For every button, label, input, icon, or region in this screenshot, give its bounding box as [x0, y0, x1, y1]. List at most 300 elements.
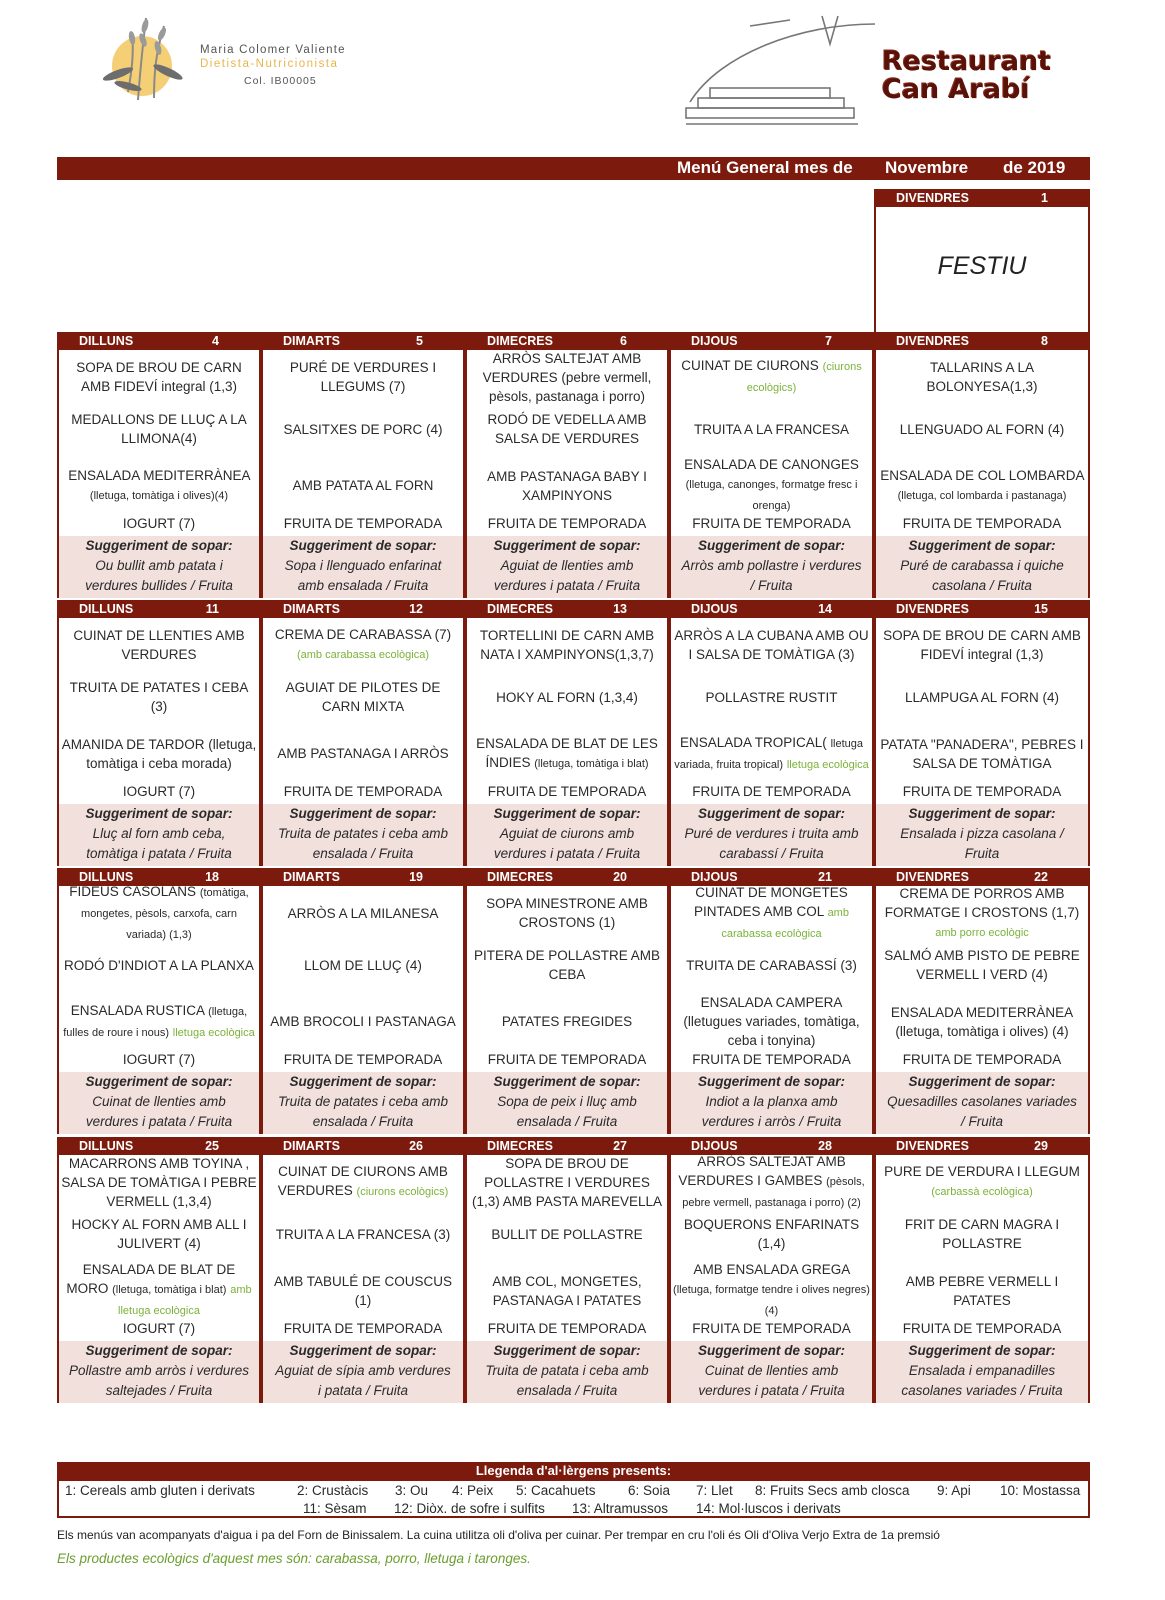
- dish-text: CREMA DE PORROS AMB FORMATGE I CROSTONS (1,7): [884, 885, 1080, 920]
- day-menu-cell: [874, 1155, 1090, 1403]
- dessert: FRUITA DE TEMPORADA: [692, 784, 851, 799]
- allergen-item: 3: Ou: [395, 1483, 429, 1498]
- allergen-item: 1: Cereals amb gluten i derivats: [65, 1483, 255, 1498]
- day-number: 1: [1041, 191, 1048, 205]
- suggestion-line: Ensalada i pizza casolana /: [900, 826, 1064, 841]
- day-number: 15: [1034, 602, 1048, 616]
- dish-text: ARRÒS SALTEJAT AMB VERDURES (pebre vermell, pèsols, pastanaga i porro): [482, 350, 652, 404]
- suggestion-line: Ensalada i empanadilles: [908, 1363, 1056, 1378]
- dish-text: AMB PASTANAGA I ARRÒS: [277, 746, 449, 761]
- side-course: [263, 1261, 463, 1320]
- eco-note: amb porro ecològic: [935, 926, 1029, 939]
- suggestion-label: Suggeriment de sopar:: [85, 1343, 233, 1358]
- day-header: [261, 1137, 465, 1155]
- first-course: [59, 1157, 259, 1207]
- dinner-suggestion: [876, 536, 1088, 598]
- first-course: [876, 620, 1088, 670]
- festiu-cell: [874, 207, 1090, 332]
- second-course: [467, 940, 667, 990]
- suggestion-line: verdures bullides / Fruita: [85, 578, 233, 593]
- first-course: [263, 1157, 463, 1207]
- day-name: DIMARTS: [283, 602, 340, 616]
- allergen-item: 9: Api: [937, 1483, 971, 1498]
- side-course: [59, 1261, 259, 1320]
- eco-note: (amb carabassa ecològica): [296, 649, 430, 661]
- suggestion-line: Puré de carabassa i quiche: [900, 558, 1064, 573]
- dish-text: BULLIT DE POLLASTRE: [491, 1226, 643, 1242]
- dessert: FRUITA DE TEMPORADA: [902, 1052, 1062, 1067]
- dish-text: SOPA MINESTRONE AMB CROSTONS (1): [486, 896, 648, 930]
- suggestion-line: verdures i patata / Fruita: [493, 846, 641, 861]
- dinner-suggestion: [263, 536, 463, 598]
- second-course: [263, 404, 463, 454]
- suggestion-label: Suggeriment de sopar:: [697, 1074, 846, 1089]
- eco-note: (carbassà ecològica): [931, 1186, 1033, 1198]
- dish-detail: (lletuga, tomàtiga i blat): [534, 757, 649, 770]
- dish-text: TALLARINS A LA BOLONYESA(1,3): [926, 360, 1038, 394]
- dish-text: TRUITA DE PATATES I CEBA (3): [69, 680, 249, 714]
- day-header: [874, 332, 1090, 350]
- dish-text: MEDALLONS DE LLUÇ A LA LLIMONA(4): [71, 412, 247, 446]
- day-name: DIVENDRES: [896, 191, 969, 205]
- second-course: [671, 404, 872, 454]
- second-course: [263, 940, 463, 990]
- dish-text: AMB BROCOLI I PASTANAGA: [270, 1014, 456, 1029]
- day-name: DIMECRES: [487, 870, 553, 884]
- day-number: 7: [825, 334, 832, 348]
- suggestion-line: verdures i patata / Fruita: [698, 1383, 845, 1398]
- day-name: DIMECRES: [487, 602, 553, 616]
- suggestion-line: / Fruita: [750, 578, 793, 593]
- dish-text: AMB PASTANAGA BABY I XAMPINYONS: [487, 468, 647, 503]
- dish-text: TRUITA A LA FRANCESA: [693, 421, 850, 437]
- suggestion-line: ensalada / Fruita: [516, 1383, 618, 1398]
- suggestion-line: Sopa de peix i lluç amb: [497, 1094, 637, 1109]
- first-course: [467, 620, 667, 670]
- first-course: [876, 352, 1088, 402]
- side-course: [671, 724, 872, 783]
- dish-text: ARRÒS A LA CUBANA AMB OU I SALSA DE TOMÀTIGA (3): [674, 628, 869, 662]
- dish-text: AMB ENSALADA GREGA: [693, 1262, 850, 1277]
- side-course: [59, 456, 259, 515]
- day-name: DIVENDRES: [896, 870, 969, 884]
- dessert: IOGURT (7): [122, 1052, 196, 1067]
- suggestion-line: amb ensalada / Fruita: [297, 578, 429, 593]
- day-header: [261, 332, 465, 350]
- day-name: DIJOUS: [691, 1139, 738, 1153]
- day-header: [465, 868, 669, 886]
- dish-text: AMB TABULÉ DE COUSCUS (1): [273, 1273, 453, 1308]
- side-course: [876, 992, 1088, 1051]
- day-name: DIVENDRES: [896, 602, 969, 616]
- dish-text: CUINAT DE CIURONS AMB VERDURES: [277, 1164, 448, 1198]
- allergen-item: 14: Mol·luscos i derivats: [696, 1501, 841, 1516]
- side-course: [263, 456, 463, 515]
- day-name: DIJOUS: [691, 334, 738, 348]
- day-number: 26: [409, 1139, 423, 1153]
- day-menu-cell: [669, 886, 874, 1134]
- day-menu-cell: [261, 350, 465, 598]
- suggestion-line: Aguiat de llenties amb: [500, 558, 634, 573]
- side-course: [876, 1261, 1088, 1320]
- dish-text: ENSALADA DE COL LOMBARDA: [880, 467, 1084, 483]
- dish-text: ARRÒS A LA MILANESA: [287, 905, 439, 921]
- dinner-suggestion: [59, 536, 259, 598]
- second-course: [876, 1209, 1088, 1259]
- second-course: [59, 940, 259, 990]
- suggestion-line: ensalada / Fruita: [312, 846, 414, 861]
- suggestion-label: Suggeriment de sopar:: [289, 538, 437, 553]
- allergen-item: 5: Cacahuets: [516, 1483, 596, 1498]
- day-name: DIMECRES: [487, 334, 553, 348]
- first-course: [467, 352, 667, 402]
- day-name: DIMECRES: [487, 1139, 553, 1153]
- suggestion-line: casolana / Fruita: [932, 578, 1032, 593]
- first-course: [671, 620, 872, 670]
- dessert: FRUITA DE TEMPORADA: [487, 784, 647, 799]
- day-menu-cell: [669, 350, 874, 598]
- day-menu-cell: [57, 883, 261, 1134]
- suggestion-label: Suggeriment de sopar:: [697, 538, 846, 553]
- day-name: DILLUNS: [79, 334, 134, 348]
- suggestion-line: Pollastre amb arròs i verdures: [68, 1363, 250, 1378]
- eco-note: lletuga ecològica: [786, 758, 869, 771]
- dish-text: PATATES FREGIDES: [501, 1014, 633, 1029]
- suggestion-line: Puré de verdures i truita amb: [684, 826, 859, 841]
- dish-detail: lletuga variada, fruita tropical): [674, 737, 863, 771]
- menu-month: Novembre: [885, 158, 969, 177]
- day-menu-cell: [874, 350, 1090, 598]
- day-name: DIMARTS: [283, 1139, 340, 1153]
- allergen-item: 10: Mostassa: [1000, 1483, 1081, 1498]
- dinner-suggestion: [263, 1341, 463, 1403]
- dish-text: ENSALADA DE BLAT DE MORO: [66, 1262, 236, 1296]
- dish-text: SALSITXES DE PORC (4): [283, 421, 443, 437]
- day-menu-cell: [261, 886, 465, 1134]
- dish-text: PITERA DE POLLASTRE AMB CEBA: [473, 948, 661, 982]
- second-course: [263, 672, 463, 722]
- dessert: FRUITA DE TEMPORADA: [692, 1052, 851, 1067]
- dish-text: CUINAT DE LLENTIES AMB VERDURES: [73, 628, 245, 662]
- dessert: IOGURT (7): [122, 516, 196, 531]
- dish-text: PATATA "PANADERA", PEBRES I SALSA DE TOMÀTIGA: [880, 736, 1084, 771]
- first-course: [671, 884, 872, 940]
- day-header: [874, 189, 1090, 207]
- dish-text: ENSALADA DE BLAT DE LES ÍNDIES: [476, 735, 658, 770]
- suggestion-line: Truita de patates i ceba amb: [277, 826, 449, 841]
- suggestion-label: Suggeriment de sopar:: [85, 1074, 233, 1089]
- dinner-suggestion: [876, 1341, 1088, 1403]
- dish-text: AMB COL, MONGETES, PASTANAGA I PATATES: [492, 1273, 642, 1308]
- side-course: [467, 456, 667, 515]
- dish-text: RODÓ D'INDIOT A LA PLANXA: [64, 957, 254, 973]
- suggestion-line: Sopa i llenguado enfarinat: [284, 558, 442, 573]
- dessert: FRUITA DE TEMPORADA: [692, 516, 851, 531]
- day-menu-cell: [465, 886, 669, 1134]
- dish-text: AMB PEBRE VERMELL I PATATES: [905, 1273, 1059, 1308]
- first-course: [263, 620, 463, 670]
- dish-text: AMANIDA DE TARDOR (lletuga, tomàtiga i ceba morada): [61, 736, 257, 771]
- dessert: FRUITA DE TEMPORADA: [487, 516, 647, 531]
- first-course: [671, 352, 872, 402]
- day-number: 6: [620, 334, 627, 348]
- footer-note: Els menús van acompanyats d'aigua i pa del Forn de Binissalem. La cuina utilitza oli d'oliva per cuinar. Per trempar en cru l'oli és Oli d'Oliva Verjo Extra de 1a premsió: [57, 1528, 940, 1542]
- dish-text: MACARRONS AMB TOYINA , SALSA DE TOMÀTIGA I PEBRE VERMELL (1,3,4): [61, 1155, 257, 1209]
- dinner-suggestion: [671, 1072, 872, 1134]
- dinner-suggestion: [671, 804, 872, 866]
- second-course: [671, 940, 872, 990]
- allergen-item: 7: Llet: [696, 1483, 733, 1498]
- second-course: [59, 1209, 259, 1259]
- suggestion-label: Suggeriment de sopar:: [493, 806, 641, 821]
- dessert: FRUITA DE TEMPORADA: [902, 784, 1062, 799]
- suggestion-line: ensalada / Fruita: [312, 1114, 414, 1129]
- suggestion-label: Suggeriment de sopar:: [85, 806, 233, 821]
- first-course: [876, 1157, 1088, 1207]
- side-course: [467, 1261, 667, 1320]
- suggestion-label: Suggeriment de sopar:: [289, 1343, 437, 1358]
- suggestion-line: verdures i patata / Fruita: [493, 578, 641, 593]
- allergen-legend-title: Llegenda d'al·lèrgens presents:: [57, 1462, 1090, 1479]
- dish-text: LLAMPUGA AL FORN (4): [904, 689, 1060, 705]
- dietitian-name: Maria Colomer Valiente: [200, 44, 346, 56]
- day-header: [669, 332, 874, 350]
- dinner-suggestion: [671, 536, 872, 598]
- day-number: 14: [818, 602, 832, 616]
- side-course: [467, 724, 667, 783]
- side-course: [671, 992, 872, 1051]
- suggestion-label: Suggeriment de sopar:: [697, 1343, 846, 1358]
- suggestion-line: ensalada / Fruita: [516, 1114, 618, 1129]
- dish-text: RODÓ DE VEDELLA AMB SALSA DE VERDURES: [487, 412, 647, 446]
- day-number: 21: [818, 870, 832, 884]
- day-header: [261, 868, 465, 886]
- dish-text: ENSALADA DE CANONGES: [684, 457, 859, 472]
- allergen-item: 13: Altramussos: [572, 1501, 669, 1516]
- suggestion-line: verdures i patata / Fruita: [85, 1114, 233, 1129]
- dish-text: PURE DE VERDURA I LLEGUM: [884, 1164, 1080, 1179]
- eco-note: lletuga ecològica: [172, 1026, 255, 1039]
- dish-text: CUINAT DE CIURONS: [681, 358, 819, 373]
- day-header: [465, 332, 669, 350]
- second-course: [467, 672, 667, 722]
- allergen-item: 6: Soia: [628, 1483, 671, 1498]
- day-number: 13: [613, 602, 627, 616]
- suggestion-line: Aguiat de ciurons amb: [499, 826, 635, 841]
- suggestion-line: casolanes variades / Fruita: [901, 1383, 1063, 1398]
- side-course: [671, 456, 872, 515]
- dinner-suggestion: [263, 804, 463, 866]
- dish-detail: (tomàtiga, mongetes, pèsols, carxofa, carn variada) (1,3): [81, 886, 249, 941]
- restaurant-logo-drawing: [680, 14, 880, 132]
- footer-eco-note: Els productes ecològics d'aquest mes són: carabassa, porro, lletuga i taronges.: [57, 1551, 531, 1566]
- side-course: [671, 1261, 872, 1320]
- suggestion-line: tomàtiga i patata / Fruita: [86, 846, 232, 861]
- day-number: 8: [1041, 334, 1048, 348]
- first-course: [467, 888, 667, 938]
- suggestion-label: Suggeriment de sopar:: [908, 1343, 1056, 1358]
- dessert: FRUITA DE TEMPORADA: [283, 784, 443, 799]
- suggestion-label: Suggeriment de sopar:: [493, 1074, 641, 1089]
- first-course: [467, 1157, 667, 1207]
- second-course: [467, 404, 667, 454]
- dish-text: CREMA DE CARABASSA (7): [274, 627, 452, 642]
- dessert: IOGURT (7): [122, 1321, 196, 1336]
- suggestion-label: Suggeriment de sopar:: [85, 538, 233, 553]
- first-course: [263, 352, 463, 402]
- side-course: [876, 724, 1088, 783]
- dish-text: ENSALADA MEDITERRÀNEA (lletuga, tomàtiga i olives) (4): [890, 1004, 1074, 1039]
- dish-text: LLOM DE LLUÇ (4): [304, 957, 422, 973]
- eco-note: (ciurons ecològics): [356, 1186, 449, 1198]
- second-course: [263, 1209, 463, 1259]
- second-course: [876, 940, 1088, 990]
- day-menu-cell: [465, 618, 669, 866]
- dish-text: LLENGUADO AL FORN (4): [899, 421, 1065, 437]
- dish-text: SOPA DE BROU DE CARN AMB FIDEVÍ integral (1,3): [76, 360, 242, 394]
- day-name: DILLUNS: [79, 1139, 134, 1153]
- dish-text: PURÉ DE VERDURES I LLEGUMS (7): [289, 360, 437, 394]
- day-number: 27: [613, 1139, 627, 1153]
- day-number: 29: [1034, 1139, 1048, 1153]
- eco-note: amb carabassa ecològica: [721, 906, 849, 940]
- suggestion-line: verdures i arròs / Fruita: [701, 1114, 842, 1129]
- second-course: [59, 404, 259, 454]
- dessert: FRUITA DE TEMPORADA: [283, 1321, 443, 1336]
- allergen-item: 11: Sèsam: [303, 1501, 367, 1516]
- day-menu-cell: [57, 1155, 261, 1403]
- day-menu-cell: [261, 618, 465, 866]
- suggestion-label: Suggeriment de sopar:: [493, 1343, 641, 1358]
- dish-text: AMB PATATA AL FORN: [292, 478, 434, 493]
- first-course: [263, 888, 463, 938]
- dessert: FRUITA DE TEMPORADA: [692, 1321, 851, 1336]
- dish-text: TRUITA A LA FRANCESA (3): [275, 1226, 451, 1242]
- eco-note: (ciurons ecològics): [746, 361, 862, 394]
- day-menu-cell: [465, 350, 669, 598]
- dinner-suggestion: [467, 1072, 667, 1134]
- dish-text: SOPA DE BROU DE POLLASTRE I VERDURES (1,3) AMB PASTA MAREVELLA: [471, 1155, 663, 1209]
- festiu-label: FESTIU: [937, 252, 1027, 280]
- day-number: 25: [205, 1139, 219, 1153]
- dish-detail: (lletuga, tomàtiga i blat): [112, 1284, 227, 1296]
- dinner-suggestion: [59, 1072, 259, 1134]
- day-header: [669, 600, 874, 618]
- side-course: [876, 456, 1088, 515]
- suggestion-line: Ou bullit amb patata i: [95, 558, 223, 573]
- dessert: FRUITA DE TEMPORADA: [283, 516, 443, 531]
- first-course: [59, 883, 259, 941]
- suggestion-label: Suggeriment de sopar:: [493, 538, 641, 553]
- suggestion-label: Suggeriment de sopar:: [697, 806, 846, 821]
- day-name: DILLUNS: [79, 602, 134, 616]
- dinner-suggestion: [467, 804, 667, 866]
- first-course: [59, 620, 259, 670]
- dish-text: BOQUERONS ENFARINATS (1,4): [683, 1217, 860, 1251]
- allergen-item: 4: Peix: [452, 1483, 494, 1498]
- side-course: [263, 992, 463, 1051]
- side-course: [59, 724, 259, 783]
- suggestion-line: Indiot a la planxa amb: [705, 1094, 838, 1109]
- second-course: [876, 404, 1088, 454]
- dish-text: TRUITA DE CARABASSÍ (3): [686, 957, 857, 973]
- day-header: [57, 600, 261, 618]
- day-name: DIJOUS: [691, 602, 738, 616]
- suggestion-line: Aguiat de sípia amb verdures: [275, 1363, 451, 1378]
- dish-detail: (lletuga, tomàtiga i olives)(4): [89, 489, 229, 502]
- day-number: 19: [409, 870, 423, 884]
- dinner-suggestion: [671, 1341, 872, 1403]
- suggestion-line: Lluç al forn amb ceba,: [92, 826, 226, 841]
- suggestion-label: Suggeriment de sopar:: [289, 806, 437, 821]
- dessert: FRUITA DE TEMPORADA: [283, 1052, 443, 1067]
- allergen-item: 2: Crustàcis: [297, 1483, 369, 1498]
- suggestion-line: Truita de patata i ceba amb: [485, 1363, 649, 1378]
- dish-text: ENSALADA MEDITERRÀNEA: [68, 467, 250, 483]
- dish-detail: (lletuga, col lombarda i pastanaga): [897, 489, 1067, 502]
- suggestion-line: saltejades / Fruita: [105, 1383, 213, 1398]
- day-header: [261, 600, 465, 618]
- day-header: [874, 1137, 1090, 1155]
- dish-text: ENSALADA CAMPERA (lletugues variades, tomàtiga, ceba i tonyina): [683, 995, 860, 1048]
- day-name: DIMARTS: [283, 334, 340, 348]
- dish-text: SALMÓ AMB PISTO DE PEBRE VERMELL I VERD (4): [884, 948, 1080, 982]
- dish-text: ARRÒS SALTEJAT AMB VERDURES I GAMBES: [678, 1153, 846, 1188]
- dessert: FRUITA DE TEMPORADA: [902, 516, 1062, 531]
- side-course: [59, 992, 259, 1051]
- day-menu-cell: [261, 1155, 465, 1403]
- dish-text: HOKY AL FORN (1,3,4): [496, 689, 638, 705]
- dessert: FRUITA DE TEMPORADA: [487, 1052, 647, 1067]
- dessert: FRUITA DE TEMPORADA: [902, 1321, 1062, 1336]
- day-header: [57, 332, 261, 350]
- suggestion-line: / Fruita: [960, 1114, 1003, 1129]
- suggestion-label: Suggeriment de sopar:: [908, 806, 1056, 821]
- day-number: 12: [409, 602, 423, 616]
- dinner-suggestion: [876, 1072, 1088, 1134]
- suggestion-line: carabassí / Fruita: [719, 846, 824, 861]
- day-header: [874, 600, 1090, 618]
- allergen-item: 12: Diòx. de sofre i sulfits: [394, 1501, 545, 1516]
- dinner-suggestion: [263, 1072, 463, 1134]
- day-menu-cell: [669, 1155, 874, 1403]
- day-number: 20: [613, 870, 627, 884]
- day-name: DIMARTS: [283, 870, 340, 884]
- suggestion-label: Suggeriment de sopar:: [908, 1074, 1056, 1089]
- eco-note: amb lletuga ecològica: [118, 1284, 252, 1317]
- dish-text: ENSALADA TROPICAL(: [680, 734, 827, 750]
- dish-detail: (pèsols, pebre vermell, pastanaga i porro) (2): [682, 1175, 865, 1209]
- day-name: DILLUNS: [79, 870, 134, 884]
- suggestion-line: i patata / Fruita: [317, 1383, 409, 1398]
- dish-detail: (lletuga, canonges, formatge fresc i orenga): [685, 479, 858, 512]
- day-header: [465, 1137, 669, 1155]
- day-menu-cell: [669, 618, 874, 866]
- dish-detail: (lletuga, formatge tendre i olives negres) (4): [673, 1284, 870, 1317]
- dietitian-registration: Col. IB00005: [244, 75, 317, 87]
- suggestion-label: Suggeriment de sopar:: [908, 538, 1056, 553]
- day-number: 22: [1034, 870, 1048, 884]
- day-number: 5: [416, 334, 423, 348]
- dietitian-logo: [98, 12, 198, 104]
- dish-text: POLLASTRE RUSTIT: [705, 689, 838, 705]
- first-course: [671, 1153, 872, 1209]
- restaurant-name-line2: Can Arabí: [882, 74, 1030, 105]
- suggestion-line: Fruita: [964, 846, 1000, 861]
- restaurant-name: [882, 48, 1051, 104]
- dessert: IOGURT (7): [122, 784, 196, 799]
- dinner-suggestion: [467, 536, 667, 598]
